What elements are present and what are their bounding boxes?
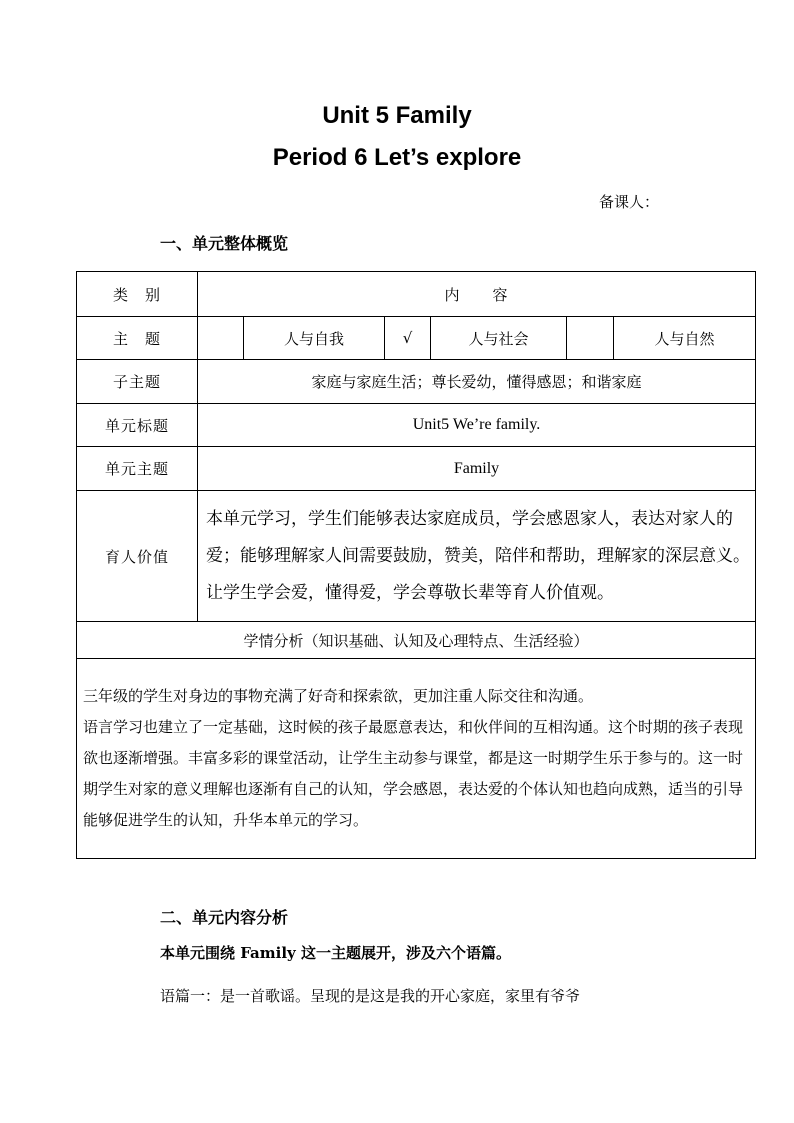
analysis-text [77,659,756,859]
analysis-line-1: 三年级的学生对身边的事物充满了好奇和探索欲，更加注重人际交往和沟通。 [83,687,594,705]
document-subtitle: Period 6 Let’s explore [272,144,522,171]
section-heading-content: 二、单元内容分析 [160,908,289,927]
values-text: 本单元学习，学生们能够表达家庭成员，学会感恩家人，表达对家人的爱；能够理解家人间需要鼓励，赞美，陪伴和帮助，理解家的深层意义。让学生学会爱，懂得爱，学会尊敬长辈等育人价值观。 [198,491,756,622]
theme-check-mark: √ [385,317,431,360]
section-heading-overview: 一、单元整体概览 [160,234,289,253]
analysis-paragraph: 语言学习也建立了一定基础，这时候的孩子最愿意表达，和伙伴间的互相沟通。这个时期的孩子表现欲也逐渐增强。丰富多彩的课堂活动，让学生主动参与课堂，都是这一时期学生乐于参与的。这一时期学生对家的意义理解也逐渐有自己的认知，学会感恩，表达爱的个体认知也趋向成熟，适当的引导能够促进学生的认知，升华本单元的学习。 [83,718,744,829]
unit-title-value: Unit5 We’re family. [198,404,756,447]
unit-theme-value: Family [198,447,756,491]
analysis-header: 学情分析（知识基础、认知及心理特点、生活经验） [77,622,756,659]
unit-theme-label: 单元主题 [77,447,198,491]
theme-option-society: 人与社会 [431,317,567,360]
values-label: 育人价值 [77,491,198,622]
section-intro: 本单元围绕 Family 这一主题展开，涉及六个语篇。 [160,944,511,962]
subtheme-value: 家庭与家庭生活；尊长爱幼，懂得感恩；和谐家庭 [198,360,756,404]
section-text: 语篇一：是一首歌谣。呈现的是这是我的开心家庭，家里有爷爷 [160,987,581,1005]
theme-label: 主 题 [77,317,198,360]
theme-option-nature: 人与自然 [614,317,756,360]
document-title: Unit 5 Family [322,102,472,129]
theme-check-blank [198,317,244,360]
preparer-label: 备课人： [599,193,660,211]
unit-overview-table [76,271,756,859]
header-category: 类 别 [77,272,198,317]
theme-option-self: 人与自我 [244,317,385,360]
header-content: 内 容 [198,272,756,317]
unit-title-label: 单元标题 [77,404,198,447]
theme-check-blank [567,317,614,360]
subtheme-label: 子主题 [77,360,198,404]
